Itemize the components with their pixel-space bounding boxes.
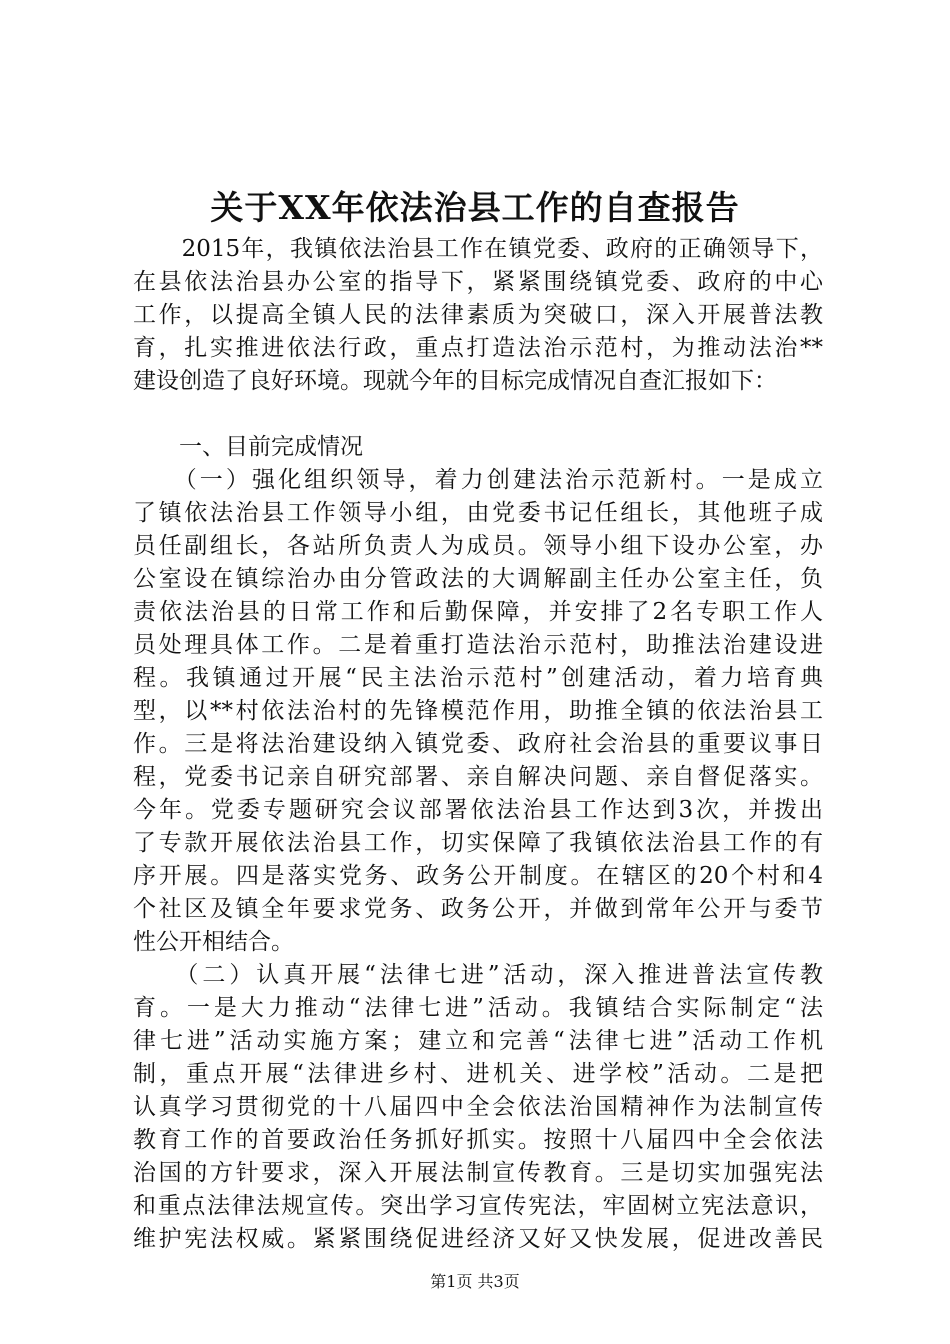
- text-line: 型，以**村依法治村的先锋模范作用，助推全镇的依法治县工: [133, 698, 823, 724]
- text-line: 员处理具体工作。二是着重打造法治示范村，助推法治建设进: [133, 632, 823, 658]
- text-line: 个社区及镇全年要求党务、政务公开，并做到常年公开与委节: [133, 896, 823, 922]
- text-line: 在县依法治县办公室的指导下，紧紧围绕镇党委、政府的中心: [133, 269, 823, 295]
- paragraph: [133, 431, 823, 464]
- text-line: 2015年，我镇依法治县工作在镇党委、政府的正确领导下，: [133, 236, 823, 262]
- text-line: 了镇依法治县工作领导小组，由党委书记任组长，其他班子成: [133, 500, 823, 526]
- text-line: 作。三是将法治建设纳入镇党委、政府社会治县的重要议事日: [133, 731, 823, 757]
- text-line: 一、目前完成情况: [133, 434, 363, 460]
- text-line: 责依法治县的日常工作和后勤保障，并安排了2名专职工作人: [133, 599, 823, 625]
- text-line: （一）强化组织领导，着力创建法治示范新村。一是成立: [133, 467, 823, 493]
- text-line: （二）认真开展“法律七进”活动，深入推进普法宣传教: [133, 962, 823, 988]
- text-line: 制，重点开展“法律进乡村、进机关、进学校”活动。二是把: [133, 1061, 823, 1087]
- paragraph-gap: [133, 398, 823, 431]
- text-line: 工作，以提高全镇人民的法律素质为突破口，深入开展普法教: [133, 302, 823, 328]
- text-line: 了专款开展依法治县工作，切实保障了我镇依法治县工作的有: [133, 830, 823, 856]
- text-line: 员任副组长，各站所负责人为成员。领导小组下设办公室，办: [133, 533, 823, 559]
- text-line: 育，扎实推进依法行政，重点打造法治示范村，为推动法治**: [133, 335, 823, 361]
- text-line: 程。我镇通过开展“民主法治示范村”创建活动，着力培育典: [133, 665, 823, 691]
- text-line: 育。一是大力推动“法律七进”活动。我镇结合实际制定“法: [133, 995, 823, 1021]
- text-line: 序开展。四是落实党务、政务公开制度。在辖区的20个村和4: [133, 863, 823, 889]
- text-line: 公室设在镇综治办由分管政法的大调解副主任办公室主任，负: [133, 566, 823, 592]
- text-line: 性公开相结合。: [133, 929, 294, 955]
- page-footer: 第1页 共3页: [430, 1272, 520, 1291]
- text-line: 认真学习贯彻党的十八届四中全会依法治国精神作为法制宣传: [133, 1094, 823, 1120]
- text-line: 治国的方针要求，深入开展法制宣传教育。三是切实加强宪法: [133, 1160, 823, 1186]
- text-line: 律七进”活动实施方案；建立和完善“法律七进”活动工作机: [133, 1028, 823, 1054]
- document-body: [133, 233, 823, 1256]
- paragraph: [133, 959, 823, 1256]
- document-title: 关于XX年依法治县工作的自查报告: [210, 188, 740, 227]
- paragraph: [133, 464, 823, 959]
- text-line: 维护宪法权威。紧紧围绕促进经济又好又快发展，促进改善民: [133, 1226, 823, 1252]
- text-line: 建设创造了良好环境。现就今年的目标完成情况自查汇报如下：: [133, 368, 777, 394]
- paragraph: [133, 233, 823, 398]
- text-line: 教育工作的首要政治任务抓好抓实。按照十八届四中全会依法: [133, 1127, 823, 1153]
- text-line: 程，党委书记亲自研究部署、亲自解决问题、亲自督促落实。: [133, 764, 823, 790]
- text-line: 今年。党委专题研究会议部署依法治县工作达到3次，并拨出: [133, 797, 823, 823]
- text-line: 和重点法律法规宣传。突出学习宣传宪法，牢固树立宪法意识，: [133, 1193, 823, 1219]
